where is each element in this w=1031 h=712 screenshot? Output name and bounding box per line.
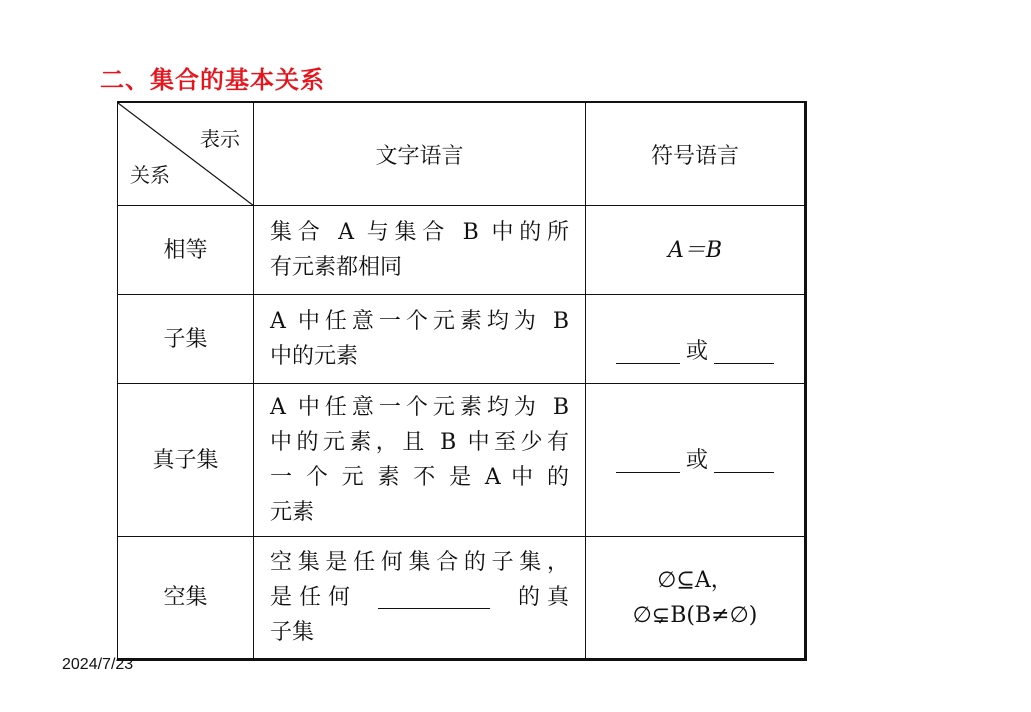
- corner-cell: [118, 103, 254, 205]
- table-row-proper-subset: [118, 384, 804, 537]
- description-line: 元素: [270, 500, 315, 525]
- col-header-symbol-language: 符号语言: [650, 143, 739, 169]
- slide-date: 2024/7/23: [62, 656, 134, 673]
- description-line: 子集: [270, 620, 315, 645]
- symbol-expression: ∅⊊B(B≠∅): [632, 602, 758, 628]
- table-header-row: [118, 103, 804, 206]
- description-line: 集合 A 与集合 B 中的所: [270, 220, 569, 245]
- col-header-text-language: 文字语言: [254, 103, 586, 205]
- description-line: 一 个 元 素 不 是 A 中 的: [270, 465, 569, 490]
- answer-blank[interactable]: [616, 448, 680, 473]
- relation-label: 真子集: [152, 447, 219, 473]
- description-line: 中的元素: [270, 344, 359, 369]
- corner-bottom-label: 关系: [130, 163, 170, 187]
- symbol-expression: ∅⊆A，: [657, 567, 733, 593]
- or-label: 或: [685, 338, 708, 364]
- answer-blank[interactable]: [616, 339, 680, 364]
- or-label: 或: [685, 447, 708, 473]
- description-line: A 中任意一个元素均为 B: [270, 309, 569, 334]
- answer-blank[interactable]: [714, 339, 774, 364]
- answer-blank[interactable]: [714, 448, 774, 473]
- corner-top-label: 表示: [200, 127, 240, 151]
- relation-label: 子集: [163, 326, 208, 352]
- set-relations-table: [117, 101, 807, 661]
- description-line: 中的元素，且 B 中至少有: [270, 430, 569, 455]
- relation-label: 相等: [163, 237, 208, 263]
- answer-blank[interactable]: [378, 584, 490, 609]
- table-row-subset: [118, 295, 804, 384]
- description-line: 有元素都相同: [270, 255, 403, 280]
- description-line: 是 任 何: [270, 585, 350, 610]
- table-row-equal: [118, 206, 804, 295]
- description-line: 空集是任何集合的子集，: [270, 550, 569, 575]
- description-line: 的 真: [518, 585, 569, 610]
- section-heading: 二、集合的基本关系: [100, 66, 325, 94]
- diagonal-line: [118, 103, 254, 206]
- symbol-expression: A＝B: [667, 237, 723, 263]
- relation-label: 空集: [163, 585, 208, 610]
- description-line: A 中任意一个元素均为 B: [270, 395, 569, 420]
- table-row-empty-set: [118, 537, 804, 658]
